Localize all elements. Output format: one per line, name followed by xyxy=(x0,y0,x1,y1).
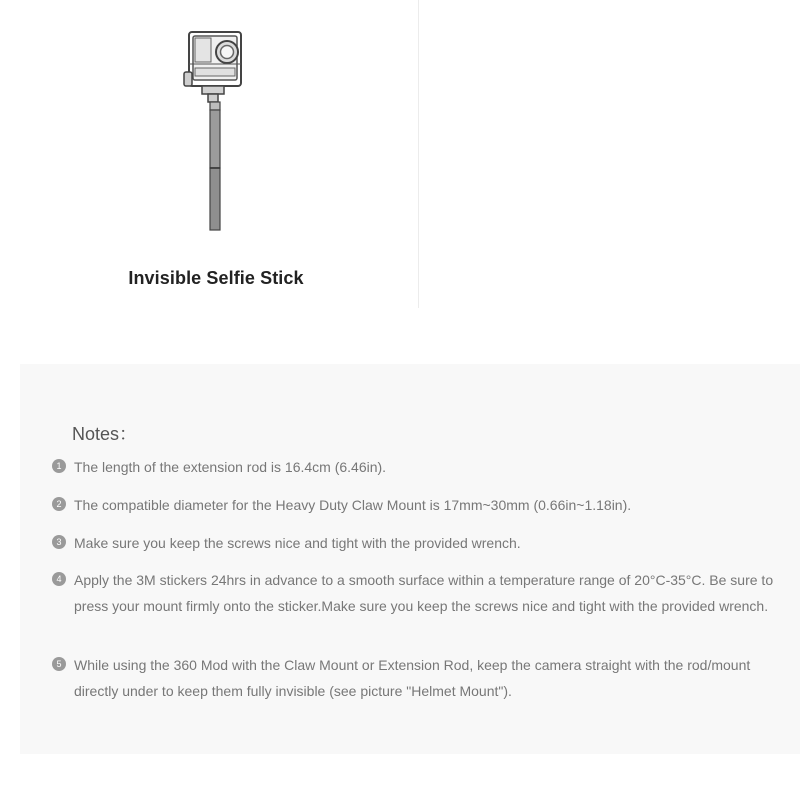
note-number-badge: 2 xyxy=(52,497,66,511)
note-number-badge: 1 xyxy=(52,459,66,473)
notes-title: Notes： xyxy=(72,424,138,444)
note-number-badge: 4 xyxy=(52,572,66,586)
note-text: Apply the 3M stickers 24hrs in advance to a smooth surface within a temperature range of 20°C-35°C. Be sure to press your mount firmly onto the sticker.Make sure you keep the screws nice and tight with the provided wrench. xyxy=(74,572,774,614)
notes-panel xyxy=(20,364,800,754)
note-text: The length of the extension rod is 16.4cm (6.46in). xyxy=(74,459,387,475)
note-number-badge: 5 xyxy=(52,657,66,671)
note-text: Make sure you keep the screws nice and tight with the provided wrench. xyxy=(74,535,521,551)
note-text: The compatible diameter for the Heavy Duty Claw Mount is 17mm~30mm (0.66in~1.18in). xyxy=(74,497,632,513)
product-title: Invisible Selfie Stick xyxy=(128,268,304,288)
selfie-stick-camera-icon xyxy=(180,28,246,234)
column-divider xyxy=(418,0,419,308)
note-number-badge: 3 xyxy=(52,535,66,549)
note-text: While using the 360 Mod with the Claw Mount or Extension Rod, keep the camera straight with the rod/mount directly under to keep them fully invisible (see picture "Helmet Mount"). xyxy=(74,657,751,699)
